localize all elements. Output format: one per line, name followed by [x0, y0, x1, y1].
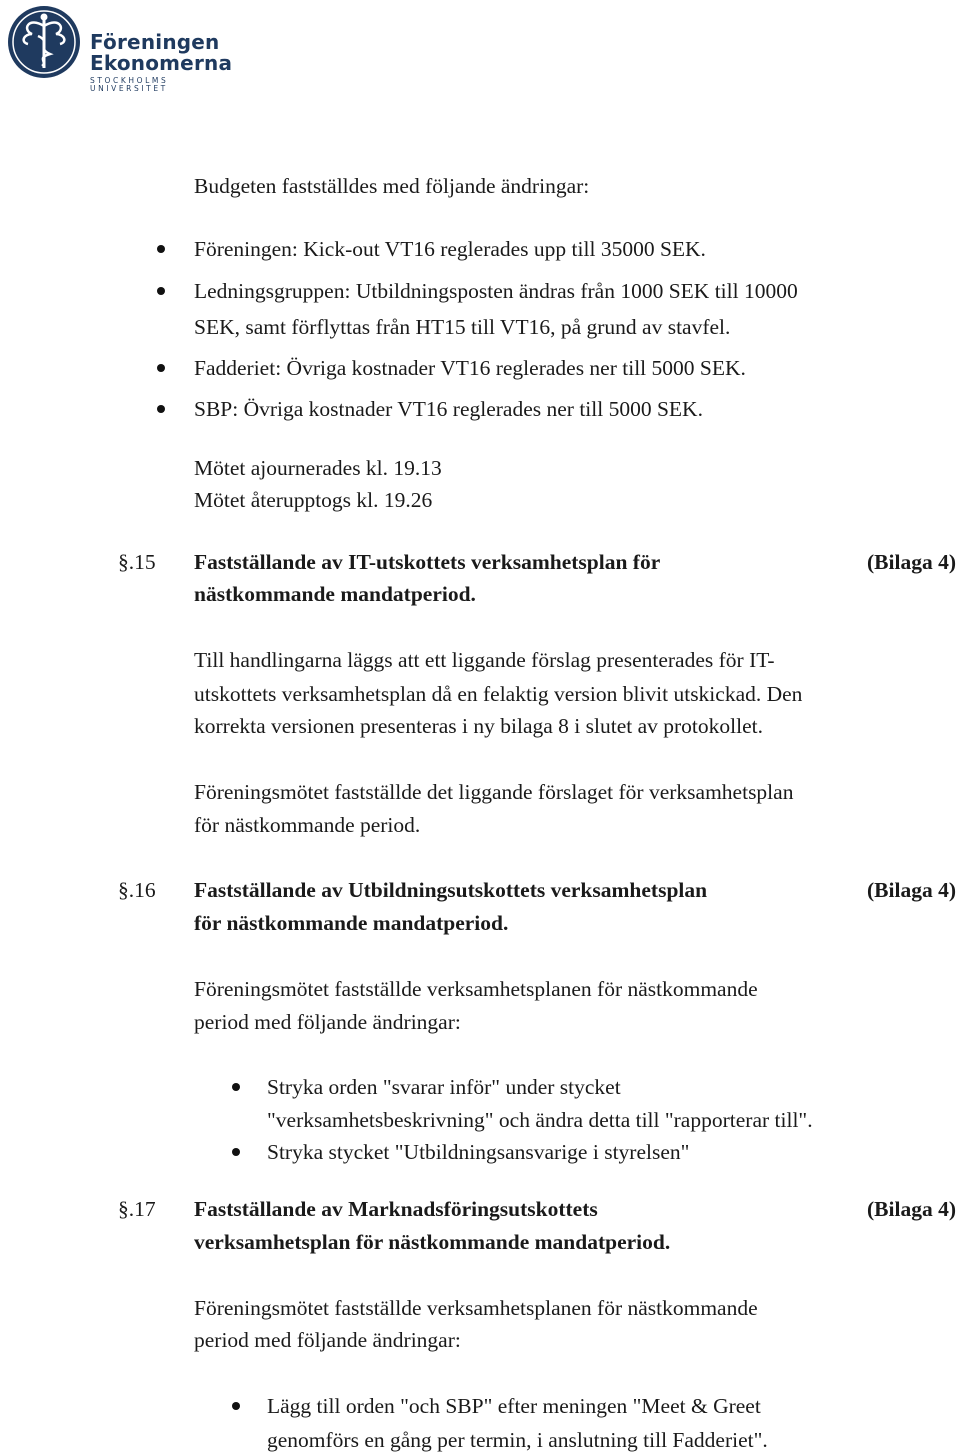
- budget-intro: Budgeten fastställdes med följande ändringar:: [194, 174, 590, 198]
- bullet-icon: [157, 287, 165, 295]
- budget-item-text: Föreningen: Kick-out VT16 reglerades upp till 35000 SEK.: [194, 237, 706, 261]
- bullet-icon: [232, 1402, 240, 1410]
- paragraph-line: Föreningsmötet fastställde verksamhetsplanen för nästkommande: [194, 1296, 758, 1320]
- bullet-icon: [157, 245, 165, 253]
- section-number: §.15: [118, 550, 156, 574]
- paragraph-line: för nästkommande period.: [194, 813, 421, 837]
- paragraph-line: Till handlingarna läggs att ett liggande förslag presenterades för IT-: [194, 648, 775, 672]
- paragraph-line: korrekta versionen presenteras i ny bilaga 8 i slutet av protokollet.: [194, 714, 763, 738]
- meeting-adjourned: Mötet ajournerades kl. 19.13: [194, 456, 442, 480]
- logo-name-line1: Föreningen: [90, 30, 220, 54]
- section-title: verksamhetsplan för nästkommande mandatperiod.: [194, 1230, 671, 1254]
- bullet-icon: [232, 1148, 240, 1156]
- organization-logo: [6, 4, 246, 93]
- appendix-reference: (Bilaga 4): [867, 550, 956, 574]
- section-title: för nästkommande mandatperiod.: [194, 911, 509, 935]
- paragraph-line: Föreningsmötet fastställde det liggande förslaget för verksamhetsplan: [194, 780, 794, 804]
- bullet-icon: [157, 405, 165, 413]
- section-title: nästkommande mandatperiod.: [194, 582, 476, 606]
- bullet-icon: [157, 364, 165, 372]
- paragraph-line: period med följande ändringar:: [194, 1010, 461, 1034]
- budget-item-text: Ledningsgruppen: Utbildningsposten ändras från 1000 SEK till 10000: [194, 279, 798, 303]
- section-title: Fastställande av IT-utskottets verksamhetsplan för: [194, 550, 661, 574]
- change-item-text: "verksamhetsbeskrivning" och ändra detta till "rapporterar till".: [267, 1108, 813, 1132]
- budget-item-text: SBP: Övriga kostnader VT16 reglerades ner till 5000 SEK.: [194, 397, 703, 421]
- paragraph-line: Föreningsmötet fastställde verksamhetsplanen för nästkommande: [194, 977, 758, 1001]
- section-number: §.17: [118, 1197, 156, 1221]
- appendix-reference: (Bilaga 4): [867, 878, 956, 902]
- meeting-resumed: Mötet återupptogs kl. 19.26: [194, 488, 433, 512]
- change-item-text: Lägg till orden "och SBP" efter meningen "Meet & Greet: [267, 1394, 761, 1418]
- paragraph-line: period med följande ändringar:: [194, 1328, 461, 1352]
- change-item-text: Stryka stycket "Utbildningsansvarige i styrelsen": [267, 1140, 690, 1164]
- appendix-reference: (Bilaga 4): [867, 1197, 956, 1221]
- change-item-text: Stryka orden "svarar inför" under stycket: [267, 1075, 621, 1099]
- logo-university: STOCKHOLMS UNIVERSITET: [90, 76, 169, 93]
- section-title: Fastställande av Utbildningsutskottets verksamhetsplan: [194, 878, 708, 902]
- paragraph-line: utskottets verksamhetsplan då en felaktig version blivit utskickad. Den: [194, 682, 803, 706]
- section-title: Fastställande av Marknadsföringsutskottets: [194, 1197, 598, 1221]
- change-item-text: genomförs en gång per termin, i anslutning till Fadderiet".: [267, 1428, 768, 1452]
- budget-item-text: Fadderiet: Övriga kostnader VT16 reglerades ner till 5000 SEK.: [194, 356, 746, 380]
- section-number: §.16: [118, 878, 156, 902]
- budget-item-text: SEK, samt förflyttas från HT15 till VT16, på grund av stavfel.: [194, 315, 731, 339]
- caduceus-logo-icon: [6, 4, 82, 80]
- logo-name-line2: Ekonomerna: [90, 51, 233, 75]
- bullet-icon: [232, 1083, 240, 1091]
